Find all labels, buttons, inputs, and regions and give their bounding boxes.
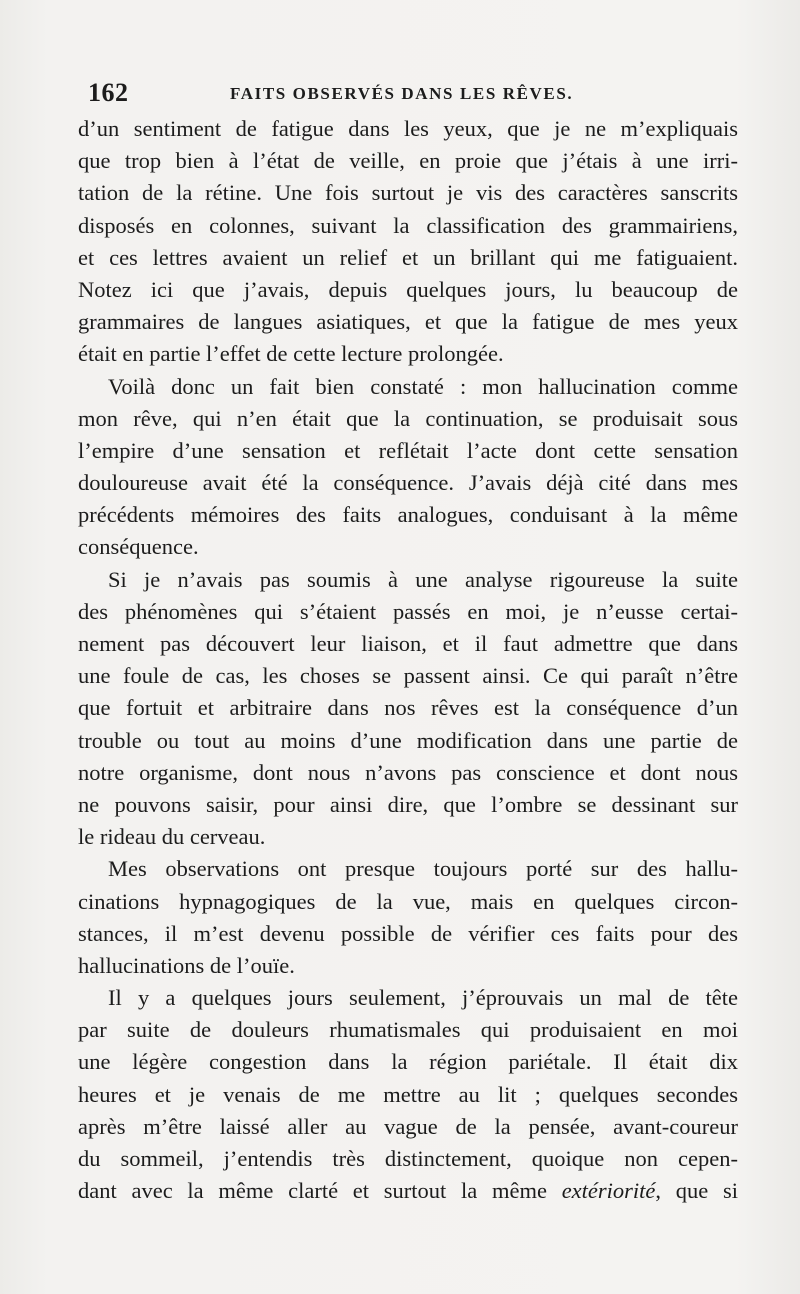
running-title: FAITS OBSERVÉS DANS LES RÊVES. <box>230 84 574 103</box>
text-line: disposés en colonnes, suivant la classification des grammairiens, <box>78 212 738 238</box>
text-line: Il y a quelques jours seulement, j’éprouvais un mal de tête <box>108 985 738 1011</box>
final-line-start: dant avec la même clarté et surtout la même <box>78 1178 562 1204</box>
text-line: ne pouvons saisir, pour ainsi dire, que l’ombre se dessinant sur <box>78 791 738 817</box>
text-line: cinations hypnagogiques de la vue, mais en quelques circon- <box>78 888 738 914</box>
text-line-final <box>78 1175 738 1207</box>
body-text <box>78 113 738 1207</box>
page-number: 162 <box>88 78 129 107</box>
text-line: une légère congestion dans la région pariétale. Il était dix <box>78 1049 738 1075</box>
text-line: d’un sentiment de fatigue dans les yeux, que je ne m’expliquais <box>78 116 738 141</box>
text-line: Notez ici que j’avais, depuis quelques jours, lu beaucoup de <box>78 276 738 302</box>
text-line: par suite de douleurs rhumatismales qui produisaient en moi <box>78 1017 738 1043</box>
text-line: tation de la rétine. Une fois surtout je vis des caractères sanscrits <box>78 180 738 206</box>
text-line: l’empire d’une sensation et reflétait l’acte dont cette sensation <box>78 437 738 463</box>
text-line: Voilà donc un fait bien constaté : mon hallucination comme <box>108 373 738 399</box>
text-line: après m’être laissé aller au vague de la pensée, avant-coureur <box>78 1113 738 1139</box>
text-line: était en partie l’effet de cette lecture prolongée. <box>78 341 504 367</box>
text-line: une foule de cas, les choses se passent ainsi. Ce qui paraît n’être <box>78 663 738 689</box>
text-line: nement pas découvert leur liaison, et il faut admettre que dans <box>78 631 738 656</box>
text-line: grammaires de langues asiatiques, et que la fatigue de mes yeux <box>78 309 738 335</box>
text-line: conséquence. <box>78 534 199 560</box>
text-line: douloureuse avait été la conséquence. J’avais déjà cité dans mes <box>78 470 738 496</box>
text-line: notre organisme, dont nous n’avons pas conscience et dont nous <box>78 759 738 785</box>
text-line: que trop bien à l’état de veille, en proie que j’étais à une irri- <box>78 148 738 174</box>
text-line: heures et je venais de me mettre au lit ; quelques secondes <box>78 1081 738 1107</box>
final-line-end: , que si <box>655 1178 738 1204</box>
text-line: le rideau du cerveau. <box>78 824 266 850</box>
italic-word: extériorité <box>561 1178 656 1204</box>
running-head <box>88 78 742 112</box>
text-line: précédents mémoires des faits analogues, conduisant à la même <box>78 502 738 528</box>
text-line: et ces lettres avaient un relief et un brillant qui me fatiguaient. <box>78 244 738 270</box>
text-line: des phénomènes qui s’étaient passés en moi, je n’eusse certai- <box>78 598 738 624</box>
text-line: Mes observations ont presque toujours porté sur des hallu- <box>108 856 738 882</box>
text-line: stances, il m’est devenu possible de vérifier ces faits pour des <box>78 920 738 946</box>
text-line: mon rêve, qui n’en était que la continuation, se produisait sous <box>78 405 738 431</box>
text-line: du sommeil, j’entendis très distinctement, quoique non cepen- <box>78 1146 738 1171</box>
text-line: que fortuit et arbitraire dans nos rêves est la conséquence d’un <box>78 695 738 721</box>
text-line: hallucinations de l’ouïe. <box>78 952 295 978</box>
text-line: Si je n’avais pas soumis à une analyse rigoureuse la suite <box>108 566 738 592</box>
text-line: trouble ou tout au moins d’une modification dans une partie de <box>78 727 738 753</box>
